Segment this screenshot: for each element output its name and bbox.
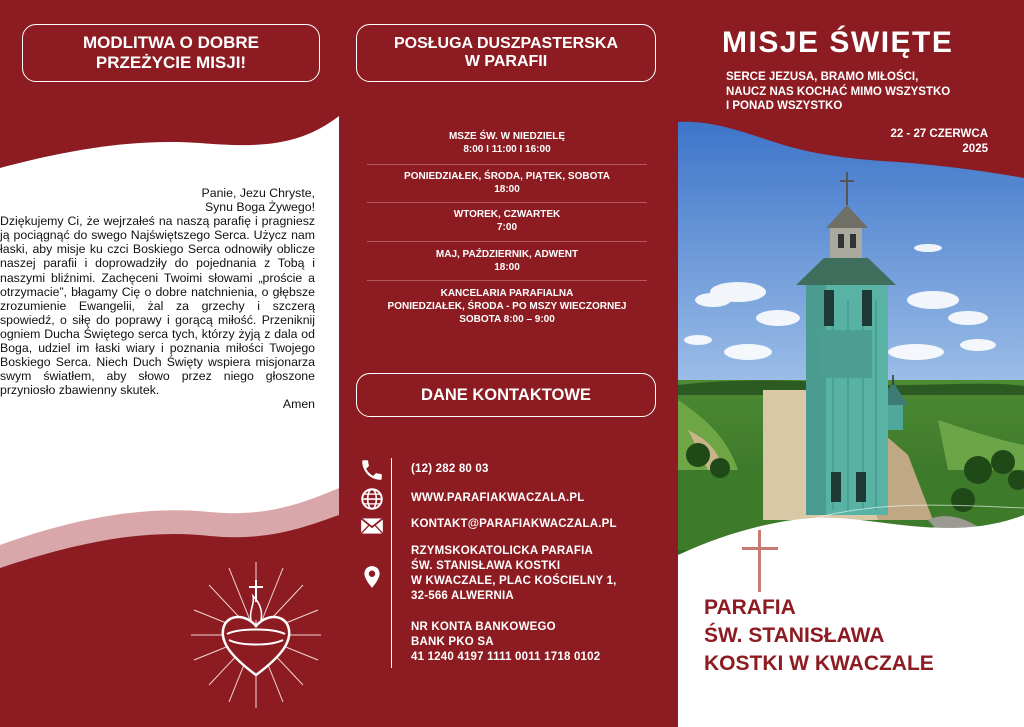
schedule-divider xyxy=(367,241,647,242)
parish-line1: PARAFIA xyxy=(704,596,796,619)
address-line1: RZYMSKOKATOLICKA PARAFIA xyxy=(411,545,593,557)
schedule-moa-title: MAJ, PAŹDZIERNIK, ADWENT xyxy=(435,249,579,260)
prayer-body: Dziękujemy Ci, że wejrzałeś na naszą parafię i pragniesz ją pociągnąć do swego Najświętszego Serca. Użycz nam łaski, aby misje ku czci Boskiego Serca odnowiły oblicze naszej parafii i doprowadziły do pojednania z Tobą i naszymi bliźnimi. Zachęceni Twoimi słowami „proście a otrzymacie”, błagamy Cię o dobre natchnienia, o głębsze zrozumienie Ewangelii, żal za grzechy i szczerą spowiedź, o siłę do poprawy i gorącą miłość. Przeniknij ogniem Ducha Świętego serca tych, którzy żyją z dala od Boga, udziel im łaski wiary i poznania miłości Twojego Boskiego Serca. Niech Duch Święty wspiera misjonarza swym światłem, aby słowo przez niego głoszone przyniosło zbawienny skutek. xyxy=(0,214,315,398)
schedule-moa-time: 18:00 xyxy=(494,262,520,273)
mission-dates xyxy=(838,127,988,156)
schedule-mon-wed-fri-sat xyxy=(367,170,647,196)
parish-name xyxy=(704,594,1014,678)
mission-motto xyxy=(726,70,996,114)
schedule-office-line1: PONIEDZIAŁEK, ŚRODA - PO MSZY WIECZORNEJ xyxy=(387,301,627,312)
motto-line2: NAUCZ NAS KOCHAĆ MIMO WSZYSTKO xyxy=(726,85,951,98)
phone-icon xyxy=(359,457,385,483)
contact-email-link[interactable]: KONTAKT@PARAFIAKWACZALA.PL xyxy=(411,518,617,530)
cross-icon xyxy=(740,530,780,592)
schedule-office-title: KANCELARIA PARAFIALNA xyxy=(440,288,574,299)
schedule-divider xyxy=(367,202,647,203)
schedule-sunday xyxy=(367,130,647,156)
globe-icon xyxy=(359,486,385,512)
prayer-heading-line1: MODLITWA O DOBRE xyxy=(83,33,259,53)
left-panel xyxy=(0,0,339,727)
parish-line3: KOSTKI W KWACZALE xyxy=(704,652,934,675)
parish-line2: ŚW. STANISŁAWA xyxy=(704,624,885,647)
contact-website-link[interactable]: WWW.PARAFIAKWACZALA.PL xyxy=(411,492,585,504)
schedule-tt-title: WTOREK, CZWARTEK xyxy=(453,209,561,220)
motto-line1: SERCE JEZUSA, BRAMO MIŁOŚCI, xyxy=(726,71,919,83)
address-line4: 32-566 ALWERNIA xyxy=(411,590,514,602)
schedule-may-oct-advent xyxy=(367,248,647,274)
bank-line1: NR KONTA BANKOWEGO xyxy=(411,621,556,633)
address-line2: ŚW. STANISŁAWA KOSTKI xyxy=(411,560,561,572)
dates-year: 2025 xyxy=(962,142,988,155)
prayer-heading-line2: PRZEŻYCIE MISJI! xyxy=(95,53,247,72)
prayer-line2: Synu Boga Żywego! xyxy=(204,200,315,215)
mission-title: MISJE ŚWIĘTE xyxy=(722,26,954,59)
schedule-tue-thu xyxy=(367,208,647,234)
schedule-tt-time: 7:00 xyxy=(496,222,517,233)
prayer-heading xyxy=(22,24,320,82)
contact-address xyxy=(411,544,617,604)
motto-line3: I PONAD WSZYSTKO xyxy=(726,100,843,112)
schedule-mwfs-title: PONIEDZIAŁEK, ŚRODA, PIĄTEK, SOBOTA xyxy=(404,171,610,182)
contact-divider-line xyxy=(391,458,392,668)
prayer-line1: Panie, Jezu Chryste, xyxy=(201,186,315,200)
pastoral-heading-line2: W PARAFII xyxy=(464,53,548,70)
contact-heading-text: DANE KONTAKTOWE xyxy=(421,385,591,404)
pastoral-heading-line1: POSŁUGA DUSZPASTERSKA xyxy=(393,34,618,52)
schedule-sunday-title: MSZE ŚW. W NIEDZIELĘ xyxy=(448,131,566,142)
prayer-text xyxy=(0,186,315,412)
schedule-sunday-times: 8:00 I 11:00 I 16:00 xyxy=(463,144,551,155)
pastoral-heading xyxy=(356,24,656,82)
location-pin-icon xyxy=(359,564,385,590)
dates-range: 22 - 27 CZERWCA xyxy=(890,128,988,140)
schedule-divider xyxy=(367,280,647,281)
bank-account-number: 41 1240 4197 1111 0011 1718 0102 xyxy=(411,651,601,663)
envelope-icon xyxy=(359,513,385,539)
prayer-amen: Amen xyxy=(282,397,315,412)
right-panel xyxy=(678,0,1024,727)
contact-bank xyxy=(411,620,600,665)
sacred-heart-icon xyxy=(189,560,323,710)
contact-phone[interactable]: (12) 282 80 03 xyxy=(411,463,489,475)
middle-panel xyxy=(339,0,678,727)
address-line3: W KWACZALE, PLAC KOŚCIELNY 1, xyxy=(411,575,617,587)
schedule-office xyxy=(357,287,657,326)
schedule-divider xyxy=(367,164,647,165)
schedule-office-line2: SOBOTA 8:00 – 9:00 xyxy=(459,314,555,325)
contact-heading xyxy=(356,373,656,417)
schedule-mwfs-time: 18:00 xyxy=(494,184,520,195)
bank-line2: BANK PKO SA xyxy=(411,636,494,648)
